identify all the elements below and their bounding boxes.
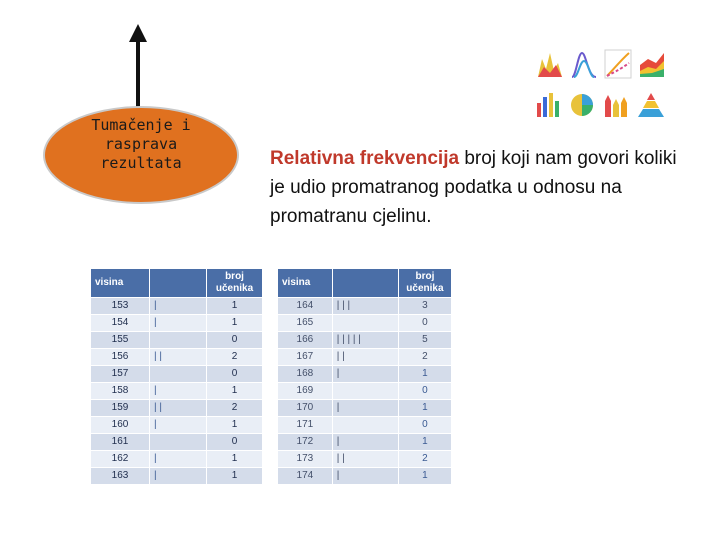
definition-text: broj koji nam govori koliki je udio promatranog podatka u odnosu na promatranu cjelinu. xyxy=(270,148,677,227)
table-row xyxy=(278,400,452,417)
area-chart-thumbnail-icon xyxy=(536,49,564,79)
cell-visina: 159 xyxy=(91,400,150,417)
cell-visina: 162 xyxy=(91,451,150,468)
cell-count: 1 xyxy=(207,315,263,332)
cell-tally: | xyxy=(150,315,207,332)
cell-count: 1 xyxy=(207,468,263,485)
header-visina: visina xyxy=(91,269,150,298)
definition-term: Relativna frekvencija xyxy=(270,148,460,169)
cell-tally: | xyxy=(150,383,207,400)
cell-count: 0 xyxy=(207,332,263,349)
header-tally xyxy=(332,269,398,298)
cell-visina: 161 xyxy=(91,434,150,451)
table-row xyxy=(278,383,452,400)
table-row xyxy=(278,468,452,485)
header-broj-ucenika: broj učenika xyxy=(398,269,451,298)
cell-tally: | xyxy=(150,417,207,434)
header-visina: visina xyxy=(278,269,333,298)
cell-visina: 173 xyxy=(278,451,333,468)
cell-tally xyxy=(332,383,398,400)
cell-count: 2 xyxy=(207,400,263,417)
cell-visina: 169 xyxy=(278,383,333,400)
cell-visina: 166 xyxy=(278,332,333,349)
cell-visina: 158 xyxy=(91,383,150,400)
cell-count: 5 xyxy=(398,332,451,349)
cell-tally: | | | xyxy=(332,298,398,315)
cell-tally xyxy=(150,366,207,383)
cell-visina: 172 xyxy=(278,434,333,451)
cell-tally xyxy=(150,332,207,349)
pyramid-chart-thumbnail-icon xyxy=(636,91,666,119)
cell-count: 1 xyxy=(398,400,451,417)
cell-tally: | xyxy=(332,468,398,485)
cell-visina: 160 xyxy=(91,417,150,434)
cell-count: 1 xyxy=(207,417,263,434)
table-row xyxy=(91,349,263,366)
cell-count: 1 xyxy=(398,366,451,383)
cell-count: 1 xyxy=(207,451,263,468)
table-row xyxy=(91,332,263,349)
cell-count: 1 xyxy=(207,383,263,400)
column-chart-thumbnail-icon xyxy=(602,91,630,119)
cell-count: 0 xyxy=(398,417,451,434)
header-broj-ucenika: broj učenika xyxy=(207,269,263,298)
table-row xyxy=(278,417,452,434)
table-row xyxy=(278,315,452,332)
cell-tally: | xyxy=(150,468,207,485)
cell-visina: 157 xyxy=(91,366,150,383)
cell-count: 1 xyxy=(398,468,451,485)
cell-visina: 164 xyxy=(278,298,333,315)
cell-tally: | | | | | xyxy=(332,332,398,349)
cell-tally xyxy=(150,434,207,451)
frequency-table-left xyxy=(90,268,263,485)
cell-visina: 153 xyxy=(91,298,150,315)
distribution-chart-thumbnail-icon xyxy=(570,49,598,79)
table-row xyxy=(91,417,263,434)
cell-visina: 170 xyxy=(278,400,333,417)
interpretation-bubble xyxy=(43,106,239,204)
table-row xyxy=(91,468,263,485)
table-row xyxy=(91,451,263,468)
cell-tally: | | xyxy=(150,349,207,366)
cell-tally xyxy=(332,315,398,332)
cell-visina: 156 xyxy=(91,349,150,366)
table-row xyxy=(91,383,263,400)
cell-count: 2 xyxy=(398,451,451,468)
cell-tally: | xyxy=(332,400,398,417)
cell-tally: | | xyxy=(332,349,398,366)
table-row xyxy=(91,366,263,383)
cell-tally: | xyxy=(150,451,207,468)
up-arrow-icon xyxy=(129,24,147,42)
definition-paragraph xyxy=(270,144,690,231)
cell-count: 3 xyxy=(398,298,451,315)
table-row xyxy=(91,400,263,417)
table-row xyxy=(278,366,452,383)
table-row xyxy=(91,434,263,451)
cell-count: 2 xyxy=(398,349,451,366)
cell-visina: 165 xyxy=(278,315,333,332)
table-row xyxy=(91,315,263,332)
cell-count: 1 xyxy=(398,434,451,451)
cell-tally: | xyxy=(332,366,398,383)
pie-chart-thumbnail-icon xyxy=(568,91,596,119)
cell-tally: | | xyxy=(150,400,207,417)
chart-thumbnails xyxy=(530,47,670,129)
table-row xyxy=(278,451,452,468)
table-row xyxy=(278,298,452,315)
table-row xyxy=(278,434,452,451)
cell-visina: 163 xyxy=(91,468,150,485)
cell-visina: 171 xyxy=(278,417,333,434)
cell-count: 0 xyxy=(398,383,451,400)
cell-visina: 174 xyxy=(278,468,333,485)
cell-visina: 168 xyxy=(278,366,333,383)
bubble-label: Tumačenje i rasprava rezultata xyxy=(91,116,191,172)
table-row xyxy=(91,298,263,315)
cell-visina: 154 xyxy=(91,315,150,332)
cell-count: 2 xyxy=(207,349,263,366)
cell-tally: | xyxy=(150,298,207,315)
cell-count: 0 xyxy=(398,315,451,332)
cell-count: 0 xyxy=(207,366,263,383)
table-row xyxy=(278,332,452,349)
cell-tally xyxy=(332,417,398,434)
header-tally xyxy=(150,269,207,298)
line-chart-thumbnail-icon xyxy=(604,49,632,79)
cell-count: 1 xyxy=(207,298,263,315)
cell-tally: | | xyxy=(332,451,398,468)
cell-visina: 155 xyxy=(91,332,150,349)
table-row xyxy=(278,349,452,366)
cell-visina: 167 xyxy=(278,349,333,366)
stacked-area-thumbnail-icon xyxy=(638,49,666,79)
bar-chart-thumbnail-icon xyxy=(534,91,562,119)
frequency-table-right xyxy=(277,268,452,485)
cell-tally: | xyxy=(332,434,398,451)
cell-count: 0 xyxy=(207,434,263,451)
